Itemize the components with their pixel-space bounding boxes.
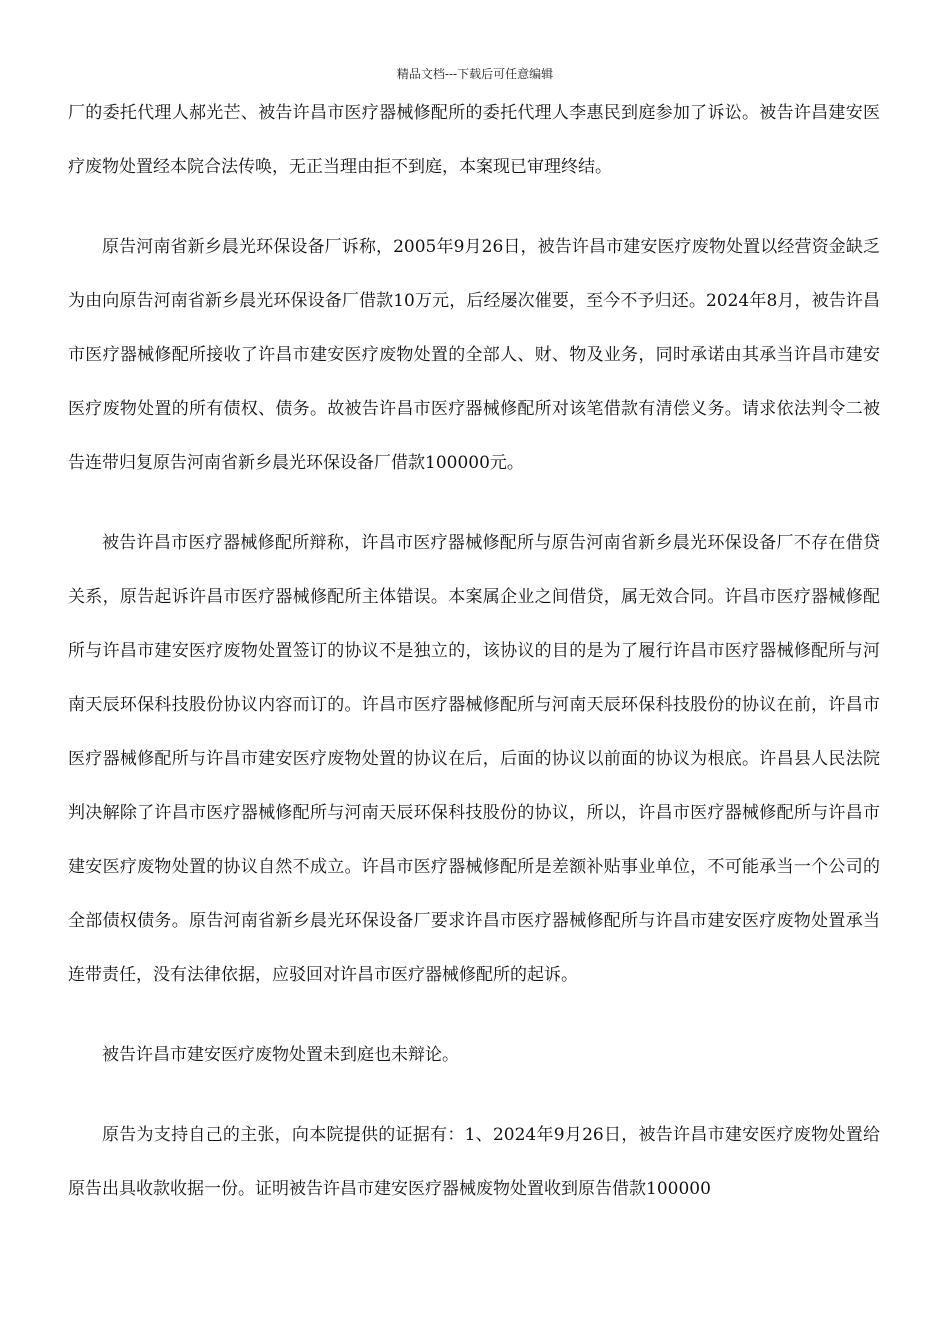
document-body [68, 86, 880, 1242]
paragraph-defendant-absent: 被告许昌市建安医疗废物处置未到庭也未辩论。 [102, 1045, 459, 1065]
paragraph-continuation: 厂的委托代理人郝光芒、被告许昌市医疗器械修配所的委托代理人李惠民到庭参加了诉讼。被告许昌建安医疗废物处置经本院合法传唤，无正当理由拒不到庭，本案现已审理终结。 [68, 103, 880, 177]
page-header: 精品文档---下载后可任意编辑 [396, 67, 554, 81]
paragraph-evidence: 原告为支持自己的主张，向本院提供的证据有：1、2024年9月26日，被告许昌市建安医疗废物处置给原告出具收款收据一份。证明被告许昌市建安医疗器械废物处置收到原告借款100000 [68, 1125, 880, 1199]
paragraph-defendant-defense: 被告许昌市医疗器械修配所辩称，许昌市医疗器械修配所与原告河南省新乡晨光环保设备厂不存在借贷关系，原告起诉许昌市医疗器械修配所主体错误。本案属企业之间借贷，属无效合同。许昌市医疗器械修配所与许昌市建安医疗废物处置签订的协议不是独立的，该协议的目的是为了履行许昌市医疗器械修配所与河南天辰环保科技股份协议内容而订的。许昌市医疗器械修配所与河南天辰环保科技股份的协议在前，许昌市医疗器械修配所与许昌市建安医疗废物处置的协议在后，后面的协议以前面的协议为根底。许昌县人民法院判决解除了许昌市医疗器械修配所与河南天辰环保科技股份的协议，所以，许昌市医疗器械修配所与许昌市建安医疗废物处置的协议自然不成立。许昌市医疗器械修配所是差额补贴事业单位，不可能承当一个公司的全部债权债务。原告河南省新乡晨光环保设备厂要求许昌市医疗器械修配所与许昌市建安医疗废物处置承当连带责任，没有法律依据，应驳回对许昌市医疗器械修配所的起诉。 [68, 533, 880, 985]
paragraph-plaintiff-claim: 原告河南省新乡晨光环保设备厂诉称，2005年9月26日，被告许昌市建安医疗废物处置以经营资金缺乏为由向原告河南省新乡晨光环保设备厂借款10万元，后经屡次催要，至今不予归还。2024年8月，被告许昌市医疗器械修配所接收了许昌市建安医疗废物处置的全部人、财、物及业务，同时承诺由其承当许昌市建安医疗废物处置的所有债权、债务。故被告许昌市医疗器械修配所对该笔借款有清偿义务。请求依法判令二被告连带归复原告河南省新乡晨光环保设备厂借款100000元。 [68, 237, 880, 473]
